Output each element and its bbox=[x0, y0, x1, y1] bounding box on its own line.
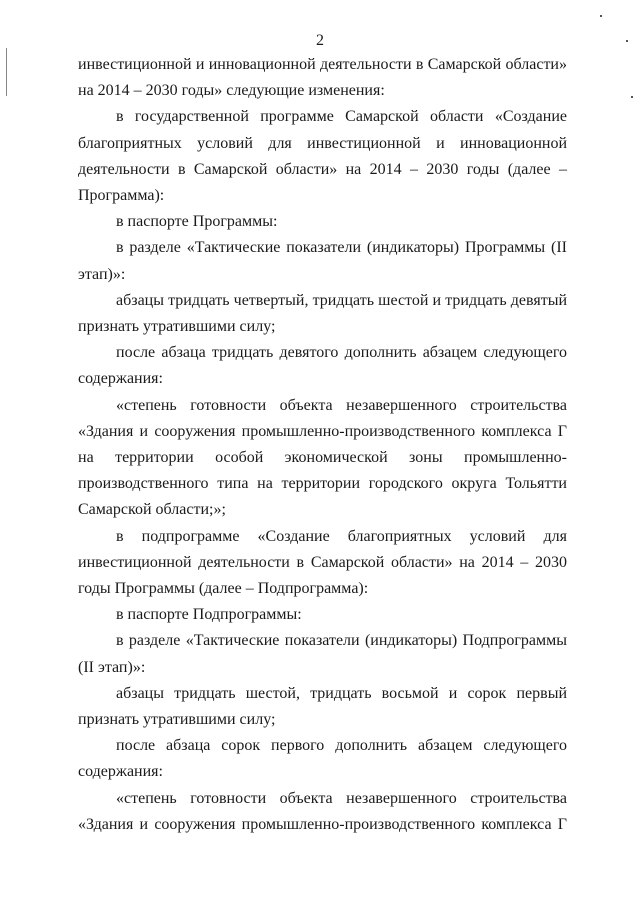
paragraph-program-indicator: «степень готовности объекта незавершенного строительства «Здания и сооружения промышленно-производственного комплекса Г на территории особой экономической зоны промышленно-производственного типа на территории городского округа Тольятти Самарской области;»; bbox=[78, 396, 567, 519]
paragraph-program-repeal: абзацы тридцать четвертый, тридцать шестой и тридцать девятый признать утратившими силу; bbox=[78, 291, 567, 336]
scan-speck bbox=[600, 15, 602, 17]
page-number: 2 bbox=[316, 32, 324, 49]
scan-margin-mark bbox=[6, 48, 7, 96]
paragraph-subprogram-amendment: в подпрограмме «Создание благоприятных условий для инвестиционной деятельности в Самарской области» на 2014 – 2030 годы Программы (далее – Подпрограмма): bbox=[78, 527, 567, 598]
paragraph-subprogram-indicator: «степень готовности объекта незавершенного строительства «Здания и сооружения промышленно-производственного комплекса Г bbox=[78, 789, 567, 833]
paragraph-subprogram-section: в разделе «Тактические показатели (индикаторы) Подпрограммы (II этап)»: bbox=[78, 632, 567, 676]
paragraph-program-passport: в паспорте Программы: bbox=[116, 213, 278, 231]
paragraph-program-amendment: в государственной программе Самарской области «Создание благоприятных условий для инвестиционной и инновационной деятельности в Самарской области» на 2014 – 2030 годы (далее – Программа): bbox=[78, 108, 567, 205]
paragraph-subprogram-passport: в паспорте Подпрограммы: bbox=[116, 606, 302, 624]
paragraph-program-section: в разделе «Тактические показатели (индикаторы) Программы (II этап)»: bbox=[78, 239, 567, 283]
paragraph-program-addition: после абзаца тридцать девятого дополнить абзацем следующего содержания: bbox=[78, 344, 567, 388]
document-body bbox=[78, 52, 567, 838]
paragraph-subprogram-addition: после абзаца сорок первого дополнить абзацем следующего содержания: bbox=[78, 737, 567, 781]
paragraph-continuation: инвестиционной и инновационной деятельности в Самарской области» на 2014 – 2030 годы» следующие изменения: bbox=[78, 56, 567, 100]
scan-speck bbox=[631, 96, 633, 98]
paragraph-subprogram-repeal: абзацы тридцать шестой, тридцать восьмой и сорок первый признать утратившими силу; bbox=[78, 684, 567, 729]
